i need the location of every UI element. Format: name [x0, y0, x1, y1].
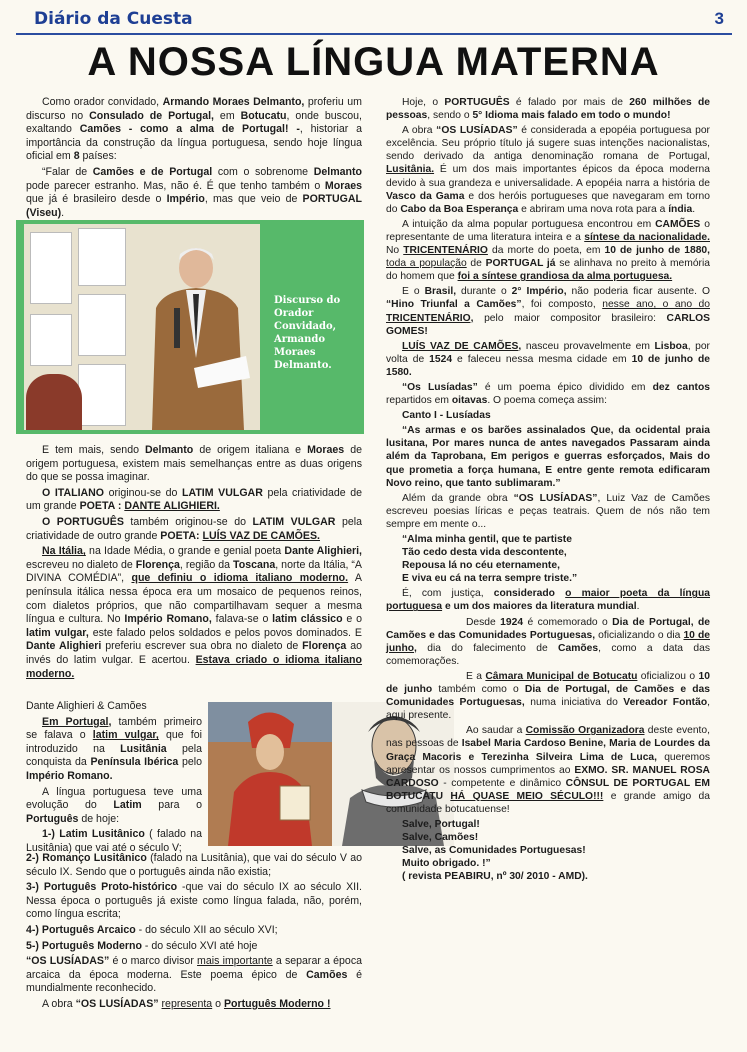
right-p9: Desde 1924 é comemorado o Dia de Portugal, de Camões e das Comunidades Portuguesas, oficializando o dia 10 de junho, dia do falecimento de Camões, como a data das comemorações.	[386, 616, 710, 667]
right-p6: “Os Lusíadas” é um poema épico dividido em dez cantos repartidos em oitavas. O poema começa assim:	[386, 381, 710, 407]
closing-line: Salve, Portugal!	[402, 818, 480, 830]
left-p8: A língua portuguesa teve uma evolução do Latim para o Português de hoje:	[26, 785, 203, 825]
photo-background	[24, 224, 260, 430]
right-p7: Além da grande obra “OS LUSÍADAS”, Luiz Vaz de Camões escreveu poesias líricas e peças teatrais. Quem de nós não tem sempre em mente o...	[386, 492, 711, 530]
opening-verse: “As armas e os barões assinalados Que, da ocidental praia lusitana, Por mares nunca de antes navegados Passaram ainda além da Taprobana, Em perigos e guerras esforçados, Mais do que prometia a força humana, E entre gente remota edificaram Novo reino, que tanto sublimaram.”	[386, 425, 710, 489]
right-p5: LUÍS VAZ DE CAMÕES, nasceu provavelmente em Lisboa, por volta de 1524 e faleceu nessa mesma cidade em 10 de junho de 1580.	[386, 340, 710, 378]
left-p1: Como orador convidado, Armando Moraes Delmanto, proferiu um discurso no Consulado de Portugal, em Botucatu, onde buscou, exaltando Camões - como a alma de Portugal! -, historiar a importância da construção da língua portuguesa, sendo hoje língua oficial em 8 países:	[26, 96, 362, 163]
right-p2: A obra “OS LUSÍADAS” é considerada a epopéia portuguesa por excelência. Seu próprio título já sugere suas intenções nacionalistas, sendo derivado da antiga denominação romana de Portugal, Lusitânia. É um dos mais importantes épicos da época moderna devido à sua grandeza e universalidade. A epopéia narra a história de Vasco da Gama e dos heróis portugueses que navegaram em torno do Cabo da Boa Esperança e abriram uma nova rota para a índia.	[386, 125, 710, 215]
photo-caption: Discurso do Orador Convidado, Armando Moraes Delmanto.	[274, 295, 341, 371]
article-title: A NOSSA LÍNGUA MATERNA	[87, 40, 660, 84]
sonnet-line: Repousa lá no céu eternamente,	[402, 560, 560, 572]
speaker-photo	[16, 220, 364, 434]
closing-salutation	[386, 818, 710, 883]
left-p4: O ITALIANO originou-se do LATIM VULGAR pela criatividade de um grande POETA : DANTE ALIGHIERI.	[26, 486, 362, 513]
page-header	[16, 9, 732, 35]
left-p9: “OS LUSÍADAS” é o marco divisor mais importante a separar a época arcaica da época moderna. Este poema épico de Camões é mundialmente reconhecido.	[26, 955, 363, 995]
seated-person	[26, 374, 82, 430]
newspaper-brand: Diário da Cuesta	[34, 9, 193, 29]
sonnet-line: E viva eu cá na terra sempre triste.”	[402, 573, 578, 585]
list-item-2: 2-) Romanço Lusitânico (falado na Lusitânia), que vai do século V ao século IX. Sendo que o português ainda não existia;	[26, 852, 363, 878]
list-item-1: 1-) Latim Lusitânico ( falado na Lusitânia) que vai até o século V;	[26, 828, 203, 854]
right-p8: É, com justiça, considerado o maior poeta da língua portuguesa e um dos maiores da literatura mundial.	[386, 588, 710, 613]
closing-line: Salve, Camões!	[402, 832, 479, 844]
left-p2: “Falar de Camões e de Portugal com o sobrenome Delmanto pode parecer estranho. Mas, não é. É que tenho também o Moraes que já é brasileiro desde o Império, mas que veio de PORTUGAL (Viseu).	[26, 165, 362, 219]
left-column-top	[26, 96, 362, 222]
list-item-5: 5-) Português Moderno - do século XVI até hoje	[26, 939, 258, 952]
list-item-4: 4-) Português Arcaico - do século XII ao século XVI;	[26, 923, 278, 936]
right-p1: Hoje, o PORTUGUÊS é falado por mais de 260 milhões de pessoas, sendo o 5° Idioma mais falado em todo o mundo!	[386, 97, 710, 122]
left-column-narrow	[26, 700, 202, 858]
speaker-figure	[134, 238, 254, 430]
page-number: 3	[714, 9, 724, 28]
closing-line: Muito obrigado. !”	[402, 858, 491, 870]
photo2-caption: Dante Alighieri & Camões	[26, 700, 147, 712]
sonnet-excerpt	[386, 533, 710, 585]
right-p11: Ao saudar a Comissão Organizadora deste evento, nas pessoas de Isabel Maria Cardoso Benine, Maria de Lourdes da Graça Macoris e Terezinha Silveira Lima de Luca, queremos apresentar os nossos cumprimentos ao EXMO. SR. MANUEL ROSA CARDOSO - competente e dinâmico CÔNSUL DE PORTUGAL EM BOTUCATU HÁ QUASE MEIO SÉCULO!!! e grande amigo da comunidade botucatuense!	[386, 725, 710, 815]
right-p10: E a Câmara Municipal de Botucatu oficializou o 10 de junho também como o Dia de Portugal, de Camões e das Comunidades Portuguesas, numa iniciativa do Vereador Fontão, aqui presente.	[386, 670, 710, 722]
left-p5: O PORTUGUÊS também originou-se do LATIM VULGAR pela criatividade de outro grande POETA: LUÍS VAZ DE CAMÕES.	[26, 515, 362, 542]
left-p3: E tem mais, sendo Delmanto de origem italiana e Moraes de origem portuguesa, existem mais semelhanças entre as duas origens do que se possa imaginar.	[26, 444, 362, 484]
closing-line: Salve, as Comunidades Portuguesas!	[402, 845, 586, 857]
right-p4: E o Brasil, durante o 2° Império, não poderia ficar ausente. O “Hino Triunfal a Camões”, foi composto, nesse ano, o ano do TRICENTENÁRIO, pelo maior compositor brasileiro: CARLOS GOMES!	[386, 286, 710, 337]
dante-portrait	[208, 702, 332, 846]
left-column-middle	[26, 444, 362, 683]
left-p7: Em Portugal, também primeiro se falava o latim vulgar, que foi introduzido na Lusitânia pela conquista da Península Ibérica pelo Império Romano.	[26, 715, 202, 782]
list-item-3: 3-) Português Proto-histórico -que vai do século IX ao século XII. Nessa época o português já existe como língua falada, não, porém, como língua escrita;	[26, 881, 362, 921]
sonnet-line: Tão cedo desta vida descontente,	[402, 547, 567, 559]
canto-heading: Canto I - Lusíadas	[402, 410, 491, 422]
right-column	[386, 96, 710, 883]
left-column-bottom	[26, 852, 362, 1014]
source-citation: ( revista PEABIRU, nº 30/ 2010 - AMD).	[402, 871, 588, 883]
left-p6: Na Itália, na Idade Média, o grande e genial poeta Dante Alighieri, escreveu no dialeto de Florença, região da Toscana, norte da Itália, “A DIVINA COMÉDIA”, que definiu o idioma italiano moderno. A península itálica nessa época era um mosaico de pequenos reinos, com dialetos próprios, que não compartilhavam sequer a mesma língua e cultura. No Império Romano, falava-se o latim clássico e o latim vulgar, este falado pelos soldados e pelos povos dominados. E Dante Alighieri preferiu escrever sua obra no dialeto de Florença ao invés do latim vulgar. E acertou. Estava criado o idioma italiano moderno.	[26, 545, 363, 680]
right-p3: A intuição da alma popular portuguesa encontrou em CAMÕES o representante de uma literatura inteira e a síntese da nacionalidade. No TRICENTENÁRIO da morte do poeta, em 10 de junho de 1880, toda a população de PORTUGAL já se alinhava no preito à memória do homem que foi a síntese grandiosa da alma portuguesa.	[386, 218, 711, 283]
left-p10: A obra “OS LUSÍADAS” representa o Português Moderno !	[42, 997, 331, 1010]
sonnet-line: “Alma minha gentil, que te partiste	[402, 534, 572, 545]
